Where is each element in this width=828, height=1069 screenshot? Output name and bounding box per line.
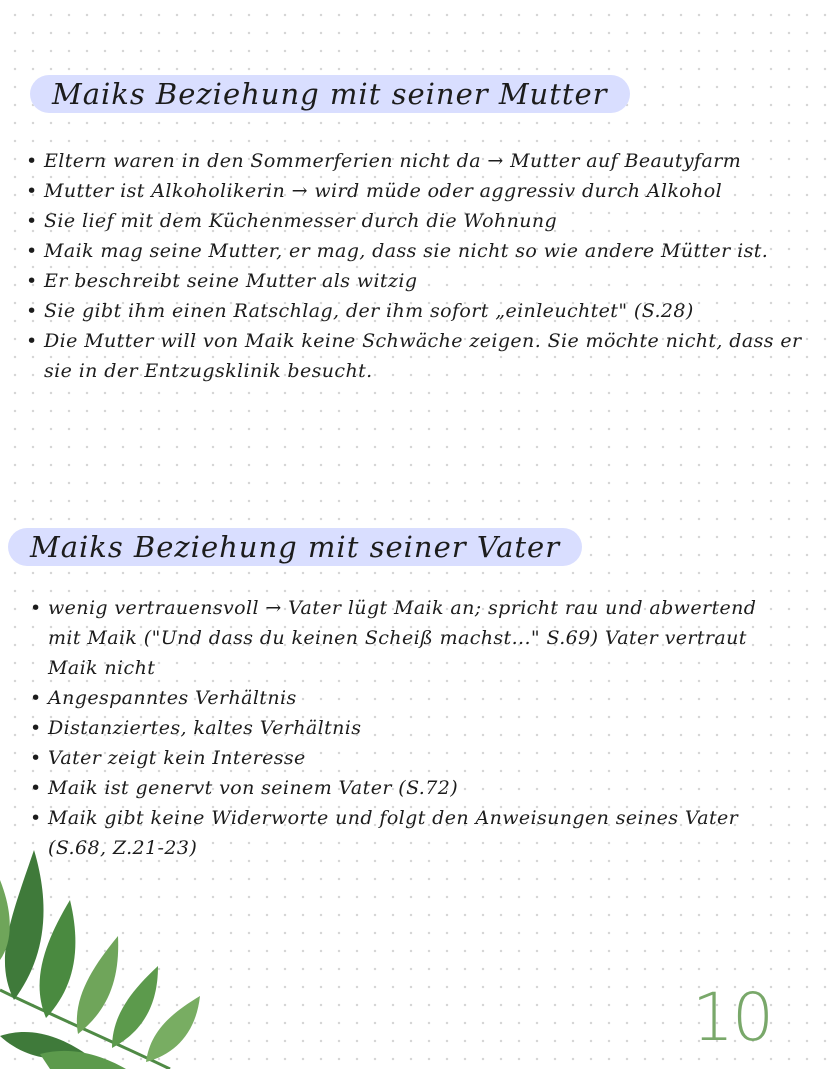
list-item: • Eltern waren in den Sommerferien nicht da → Mutter auf Beautyfarm (26, 146, 822, 176)
list-item: • Vater zeigt kein Interesse (30, 743, 790, 773)
list-item: • Sie lief mit dem Küchenmesser durch die Wohnung (26, 206, 822, 236)
page-number: 10 (692, 979, 772, 1056)
list-item: • Die Mutter will von Maik keine Schwäche zeigen. Sie möchte nicht, dass er sie in der Entzugsklinik besucht. (26, 326, 822, 386)
list-item: • Maik gibt keine Widerworte und folgt den Anweisungen seines Vater (S.68, Z.21-23) (30, 803, 790, 863)
list-item: • Maik ist genervt von seinem Vater (S.72) (30, 773, 790, 803)
leaf-branch-illustration (0, 840, 220, 1069)
list-item: • wenig vertrauensvoll → Vater lügt Maik an; spricht rau und abwertend mit Maik ("Und dass du keinen Scheiß machst..." S.69) Vater vertraut Maik nicht (30, 593, 790, 683)
father-notes-list (30, 593, 790, 863)
mother-notes-list (26, 146, 822, 386)
list-item: • Mutter ist Alkoholikerin → wird müde oder aggressiv durch Alkohol (26, 176, 822, 206)
heading-father-text: Maiks Beziehung mit seiner Vater (8, 528, 582, 566)
heading-father (8, 527, 582, 567)
list-item: • Sie gibt ihm einen Ratschlag, der ihm sofort „einleuchtet" (S.28) (26, 296, 822, 326)
list-item: • Distanziertes, kaltes Verhältnis (30, 713, 790, 743)
leaf-icon (0, 850, 200, 1069)
list-item: • Angespanntes Verhältnis (30, 683, 790, 713)
list-item: • Maik mag seine Mutter, er mag, dass sie nicht so wie andere Mütter ist. (26, 236, 822, 266)
heading-mother-text: Maiks Beziehung mit seiner Mutter (30, 75, 630, 113)
heading-mother (30, 74, 630, 114)
list-item: • Er beschreibt seine Mutter als witzig (26, 266, 822, 296)
